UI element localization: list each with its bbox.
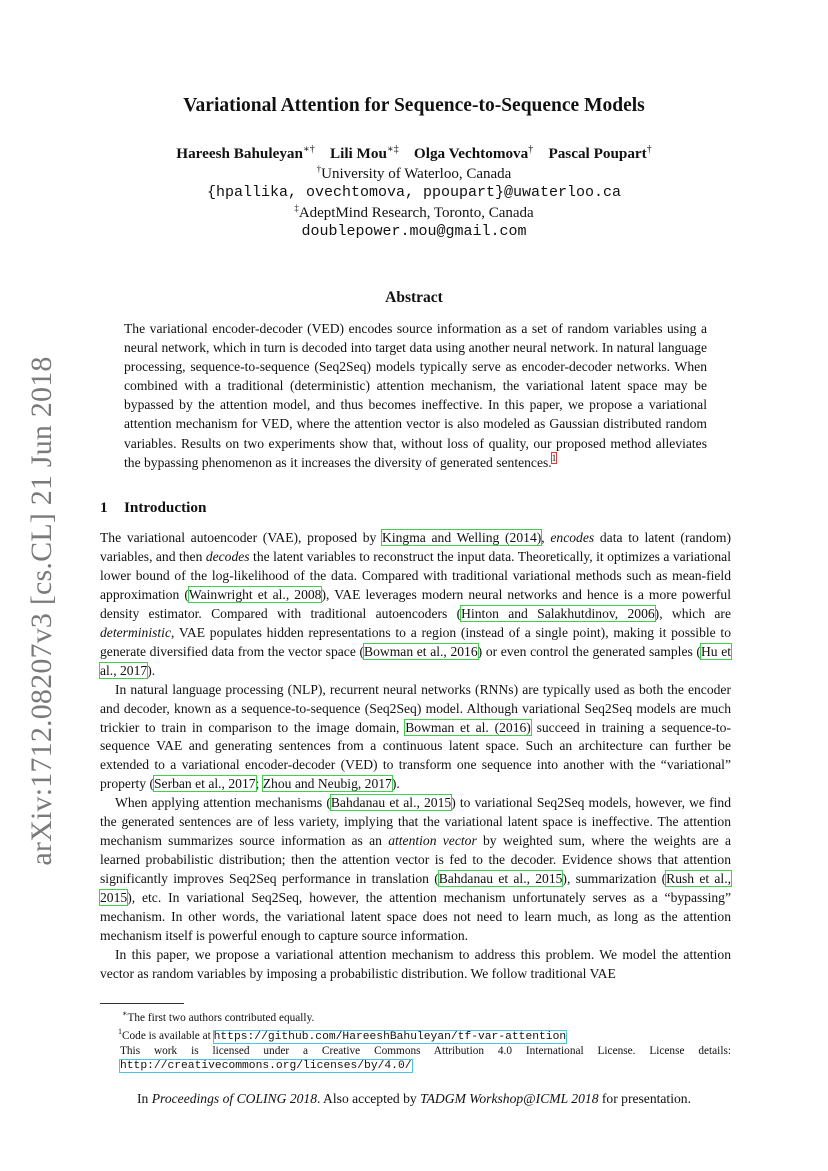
text-run: , [541, 530, 551, 545]
text-run: , VAE populates hidden representations to a region (instead of a single point), making it possible to generate diversified data from the vector space ( [100, 624, 731, 659]
affiliation-text: University of Waterloo, Canada [321, 166, 512, 182]
paragraph: In this paper, we propose a variational attention mechanism to address this problem. We model the attention vector as random variables by imposing a probabilistic distribution. We follow traditional VAE [100, 946, 731, 981]
text-run: ). [391, 776, 400, 792]
footnote-text: This work is licensed under a Creative Commons Attribution 4.0 International License. License details: [120, 1044, 731, 1057]
text-run: data to latent (random) variables, and then [100, 530, 731, 564]
affiliation-text: AdeptMind Research, Toronto, Canada [298, 205, 534, 221]
abstract-body [124, 319, 707, 472]
author-mark: † [528, 144, 534, 155]
footnote-equal-contribution [100, 1007, 731, 1025]
text-run: When applying attention mechanisms ( [115, 795, 331, 811]
text-run: ), summarization ( [562, 871, 667, 887]
text-run: ), VAE leverages modern neural networks and hence is a more powerful density estimator. Compared with traditional autoencoders ( [100, 586, 731, 621]
citation-link[interactable]: Rush et al., 2015 [100, 871, 731, 906]
text-run: succeed in training a sequence-to-sequence VAE and generating sentences from a continuous latent space. Such an architecture can further be extended to a variational encoder-decoder (VED) to transform one sequence into another with the “variational” property ( [100, 719, 731, 792]
text-run: ), which are [654, 605, 731, 621]
affiliation-adeptmind [0, 203, 828, 222]
footnote-text: The first two authors contributed equally. [127, 1011, 315, 1024]
footnotes [100, 1007, 731, 1073]
section-number: 1 [100, 499, 108, 516]
author-name: Lili Mou [329, 145, 387, 163]
emphasis: decodes [205, 548, 250, 564]
text-run: ) to variational Seq2Seq models, however, we find the generated sentences are of less variety, implying that the variational latent space is ineffective. The attention mechanism summarizes source information as an [100, 795, 731, 849]
text-run: The variational autoencoder (VAE), proposed by [100, 530, 383, 545]
text-run: by weighted sum, where the weights are a learned probabilistic distribution; then the attention vector is fed to the decoder. Evidence shows that attention significantly improves Seq2Seq performance in translation ( [100, 833, 731, 887]
affiliation-waterloo [0, 164, 828, 183]
license-url-link[interactable]: http://creativecommons.org/licenses/by/4.0/ [120, 1059, 412, 1072]
section-heading [100, 499, 206, 517]
citation-link[interactable]: Bahdanau et al., 2015 [438, 871, 563, 887]
author-name: Olga Vechtomova [413, 145, 529, 163]
arxiv-identifier: arXiv:1712.08207v3 [cs.CL] 21 Jun 2018 [25, 356, 58, 866]
text-run: for presentation. [598, 1091, 691, 1106]
section-body [100, 529, 731, 984]
text-run: ) or even control the generated samples ( [477, 643, 701, 659]
footnote-mark: ∗ [122, 1009, 128, 1018]
citation-link[interactable]: Serban et al., 2017 [153, 776, 256, 792]
citation-link[interactable]: Hinton and Salakhutdinov, 2006 [461, 605, 655, 621]
author-name: Hareesh Bahuleyan [176, 145, 303, 163]
citation-link[interactable]: Hu et al., 2017 [100, 643, 732, 678]
footnote-code [100, 1025, 731, 1044]
citation-link[interactable]: Kingma and Welling (2014) [382, 530, 542, 545]
text-run: In [137, 1091, 152, 1106]
emphasis: encodes [550, 530, 595, 545]
affiliation-mark: † [316, 164, 322, 174]
text-run: ). [147, 662, 156, 678]
author-mark: ∗† [302, 144, 315, 155]
citation-link[interactable]: Bahdanau et al., 2015 [330, 795, 452, 811]
emphasis: attention vector [388, 833, 477, 849]
page-footer [0, 1091, 828, 1107]
emphasis: Proceedings of COLING 2018 [151, 1091, 318, 1106]
text-run: ; [255, 776, 263, 792]
citation-link[interactable]: Bowman et al. (2016) [405, 719, 531, 735]
footnote-mark: 1 [118, 1026, 122, 1036]
email-adeptmind: doublepower.mou@gmail.com [301, 223, 527, 240]
paragraph [100, 794, 731, 946]
footnote-rule [100, 1003, 184, 1004]
affiliation-mark: ‡ [294, 203, 299, 213]
citation-link[interactable]: Wainwright et al., 2008 [188, 586, 322, 602]
emphasis: TADGM Workshop@ICML 2018 [420, 1091, 599, 1106]
paragraph [100, 681, 731, 795]
arxiv-side-stamp [22, 356, 62, 866]
footnote-text: Code is available at [122, 1029, 214, 1042]
citation-link[interactable]: Zhou and Neubig, 2017 [262, 776, 392, 792]
paper-title: Variational Attention for Sequence-to-Sequence Models [183, 95, 645, 116]
abstract-heading: Abstract [385, 289, 443, 306]
section-title: Introduction [124, 499, 207, 516]
text-run: In natural language processing (NLP), recurrent neural networks (RNNs) are typically used as both the encoder and decoder, known as a sequence-to-sequence (Seq2Seq) model. Although variational Seq2Seq models are much trickier to train in comparison to the image domain, [100, 681, 731, 735]
author-mark: ∗‡ [386, 144, 399, 155]
emphasis: deterministic [100, 624, 171, 640]
text-run: . Also accepted by [317, 1091, 421, 1106]
email-waterloo: {hpallika, ovechtomova, ppoupart}@uwaterloo.ca [206, 184, 622, 201]
text-run: ), etc. In variational Seq2Seq, however, the attention mechanism unfortunately serves as a “bypassing” mechanism. In other words, the variational latent space does not need to learn much, as long as the attention mechanism itself is powerful enough to capture source information. [100, 890, 731, 944]
footnote-license [100, 1044, 731, 1073]
author-name: Pascal Poupart [548, 145, 647, 163]
code-url-link[interactable]: https://github.com/HareeshBahuleyan/tf-var-attention [213, 1030, 567, 1043]
author-list [0, 144, 828, 163]
paragraph [100, 529, 731, 681]
footnote-link[interactable]: 1 [551, 453, 557, 464]
citation-link[interactable]: Bowman et al., 2016 [364, 643, 478, 659]
text-run: the latent variables to reconstruct the input data. Theoretically, it optimizes a variational lower bound of the log-likelihood of the data. Compared with traditional variational methods such as mean-field approximation ( [100, 548, 731, 602]
abstract-text: The variational encoder-decoder (VED) encodes source information as a set of random variables using a neural network, which in turn is decoded into target data using another neural network. In natural language processing, sequence-to-sequence (Seq2Seq) models typically serve as encoder-decoder networks. When combined with a traditional (deterministic) attention mechanism, the variational latent space may be bypassed by the attention model, and thus becomes ineffective. In this paper, we propose a variational attention mechanism for VED, where the attention vector is also modeled as Gaussian distributed random variables. Results on two experiments show that, without loss of quality, our proposed method alleviates the bypassing phenomenon as it increases the diversity of generated sentences. [124, 321, 707, 470]
author-mark: † [646, 144, 652, 155]
